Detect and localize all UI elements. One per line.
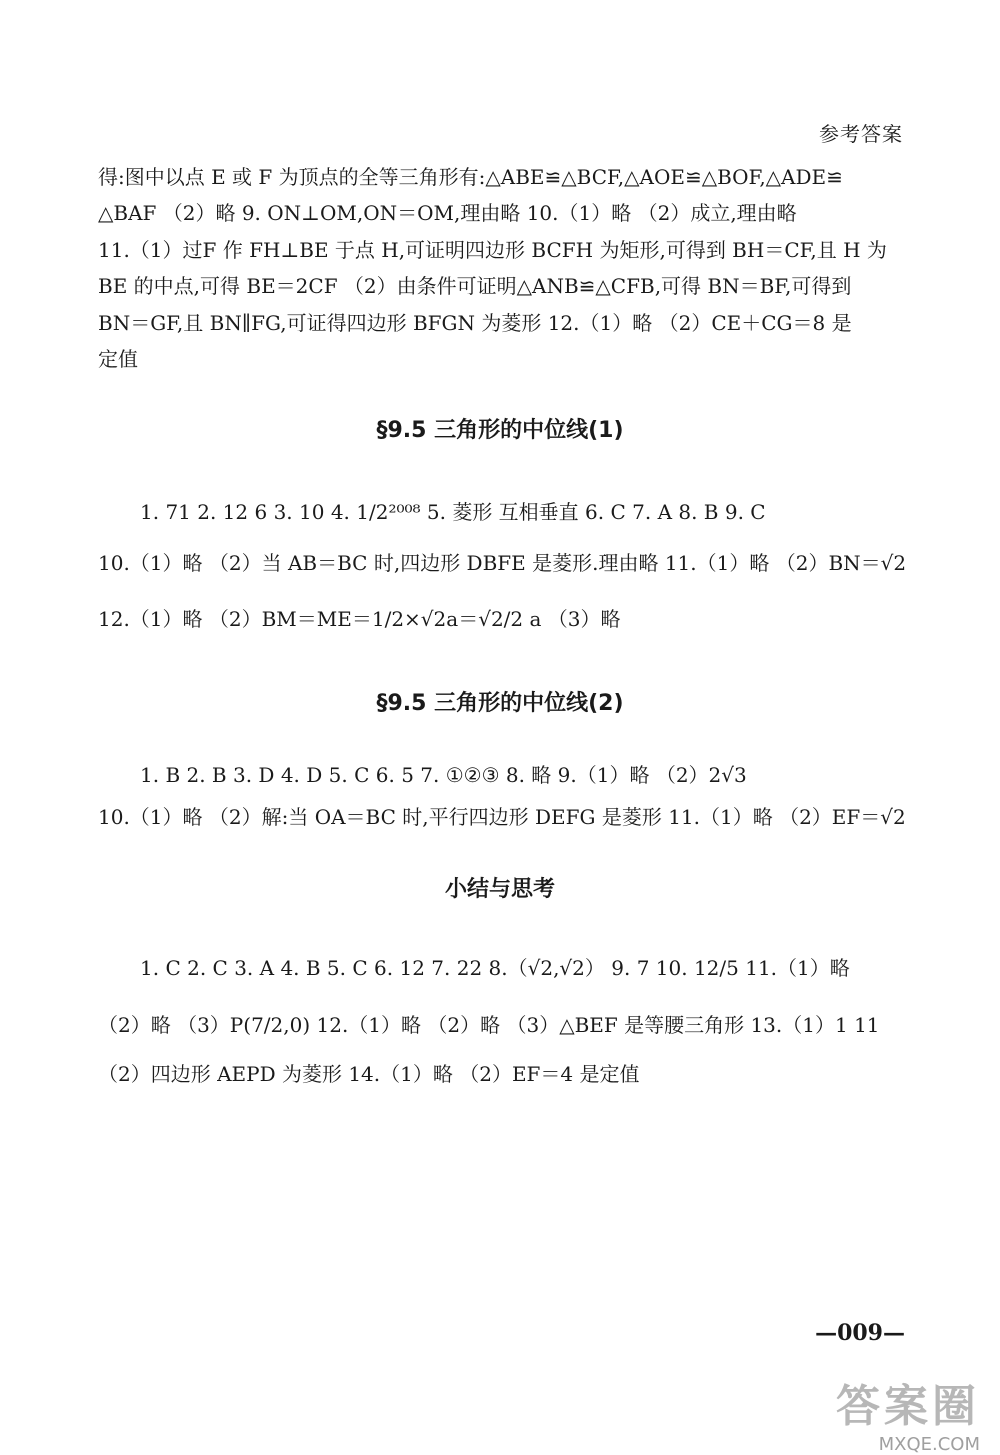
section-title: §9.5 三角形的中位线(1): [376, 418, 624, 443]
answer-line: 11.（1）过F 作 FH⊥BE 于点 H,可证明四边形 BCFH 为矩形,可得到 BH＝CF,且 H 为: [98, 238, 887, 262]
answer-line: BE 的中点,可得 BE＝2CF （2）由条件可证明△ANB≌△CFB,可得 BN＝BF,可得到: [98, 274, 852, 298]
answer-line: （2）四边形 AEPD 为菱形 14.（1）略 （2）EF＝4 是定值: [98, 1062, 640, 1086]
answer-line: 定值: [98, 347, 138, 371]
section-title: 小结与思考: [444, 877, 555, 902]
answer-line: （2）略 （3）P(7/2,0) 12.（1）略 （2）略 （3）△BEF 是等腰三角形 13.（1）1 11: [98, 1013, 880, 1037]
page-number: —009—: [815, 1320, 905, 1346]
watermark-url: MXQE.COM: [878, 1434, 980, 1455]
answer-line: 12.（1）略 （2）BM＝ME＝1/2×√2a＝√2/2 a （3）略: [98, 607, 621, 631]
answer-line: 得:图中以点 E 或 F 为顶点的全等三角形有:△ABE≌△BCF,△AOE≌△BOF,△ADE≌: [98, 165, 843, 189]
answer-line: 1. B 2. B 3. D 4. D 5. C 6. 5 7. ①②③ 8. 略 9.（1）略 （2）2√3: [140, 763, 747, 787]
watermark-logo-text: 答案圈: [836, 1381, 980, 1432]
answer-line: 10.（1）略 （2）当 AB＝BC 时,四边形 DBFE 是菱形.理由略 11.（1）略 （2）BN＝√2: [98, 551, 907, 575]
section-title: §9.5 三角形的中位线(2): [376, 691, 624, 716]
answer-line: 1. 71 2. 12 6 3. 10 4. 1/2²⁰⁰⁸ 5. 菱形 互相垂直 6. C 7. A 8. B 9. C: [140, 500, 766, 524]
answer-line: BN＝GF,且 BN∥FG,可证得四边形 BFGN 为菱形 12.（1）略 （2）CE＋CG＝8 是: [98, 311, 852, 335]
answer-line: △BAF （2）略 9. ON⊥OM,ON＝OM,理由略 10.（1）略 （2）成立,理由略: [98, 201, 797, 225]
page-header: 参考答案: [819, 122, 903, 146]
answer-line: 10.（1）略 （2）解:当 OA＝BC 时,平行四边形 DEFG 是菱形 11.（1）略 （2）EF＝√2: [98, 805, 906, 829]
answer-line: 1. C 2. C 3. A 4. B 5. C 6. 12 7. 22 8.（√2,√2） 9. 7 10. 12/5 11.（1）略: [140, 956, 850, 980]
watermark-logo: [836, 1370, 980, 1455]
